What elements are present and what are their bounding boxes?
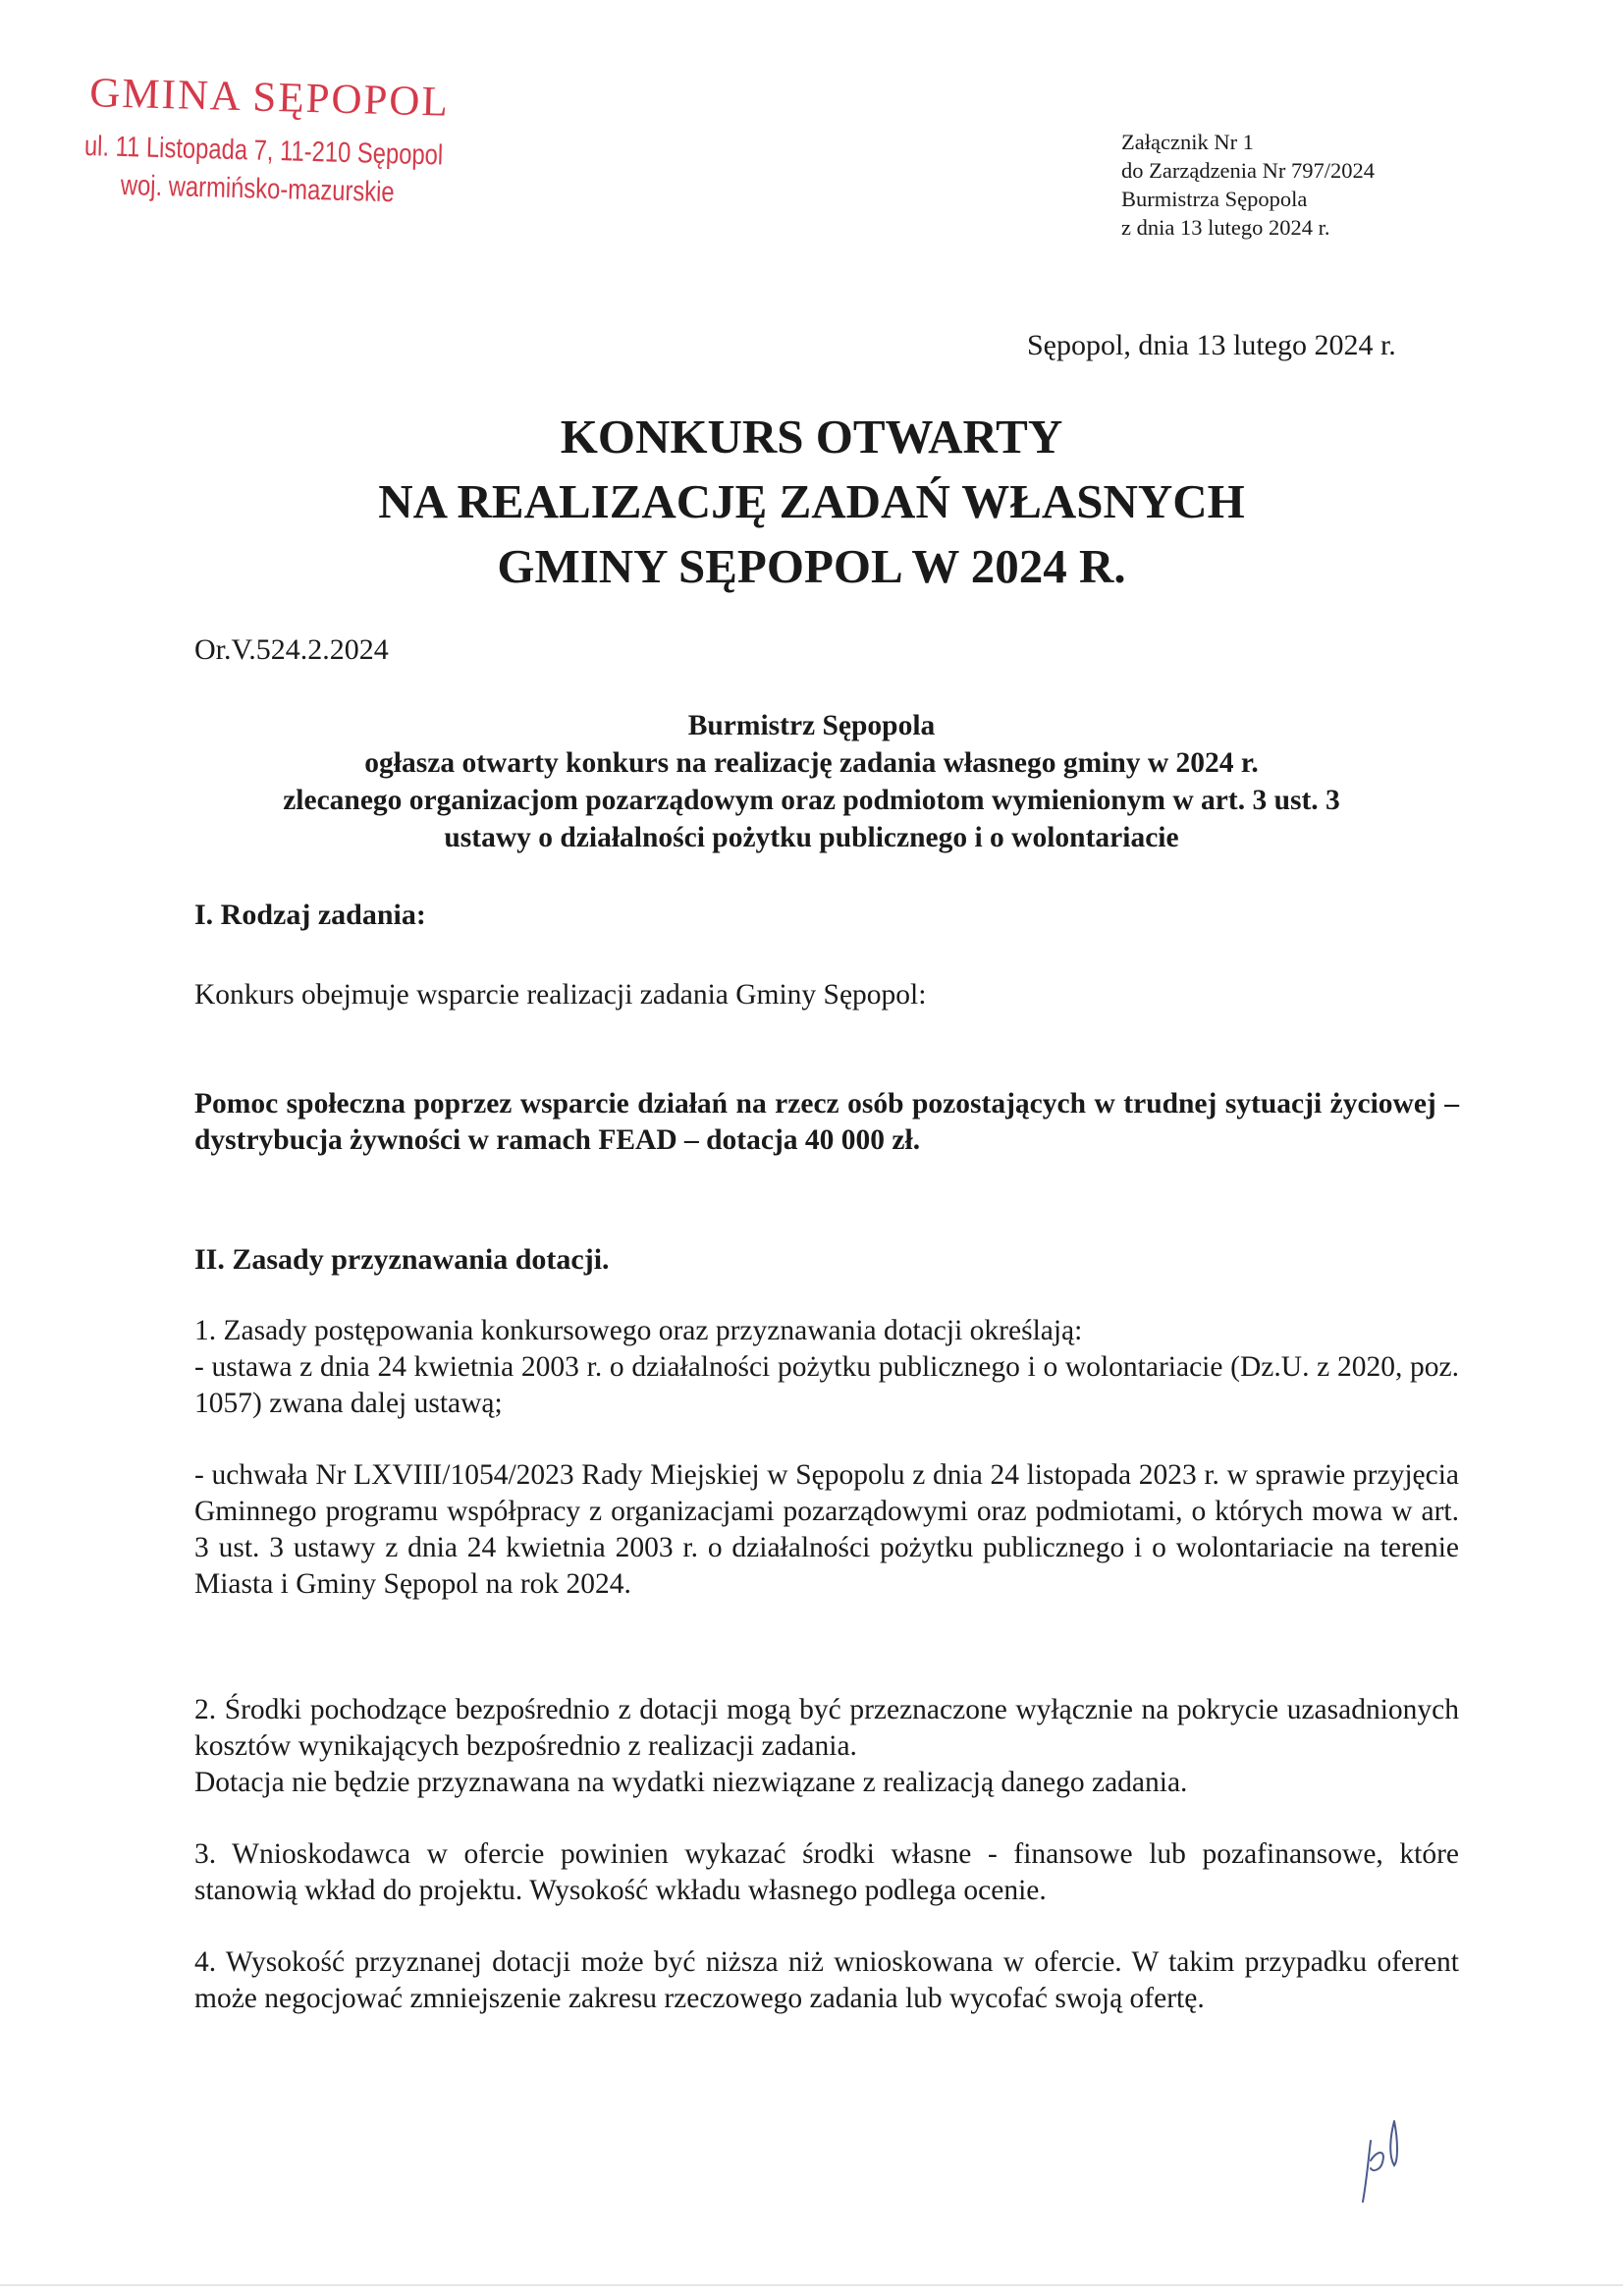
section-2-heading: II. Zasady przyznawania dotacji. [194,1243,610,1276]
annex-line-2: do Zarządzenia Nr 797/2024 [1121,158,1376,183]
announcement-line-1: Burmistrz Sępopola [687,710,936,741]
stamp-region: woj. warmińsko-mazurskie [120,169,396,209]
annex-line-4: z dnia 13 lutego 2024 r. [1121,215,1330,240]
announcement-line-2: ogłasza otwarty konkurs na realizację zadania własnego gminy w 2024 r. [364,747,1259,779]
section-2-point-3: 3. Wnioskodawca w ofercie powinien wykazać środki własne - finansowe lub pozafinansowe, które stanowią wkład do projektu. Wysokość wkładu własnego podlega ocenie. [194,1838,1459,1906]
section-2-point-2: 2. Środki pochodzące bezpośrednio z dotacji mogą być przeznaczone wyłącznie na pokrycie uzasadnionych kosztów wynikających bezpośrednio z realizacji zadania. [194,1694,1459,1762]
announcement-line-3: zlecanego organizacjom pozarządowym oraz podmiotom wymienionym w art. 3 ust. 3 [283,785,1340,816]
stamp-name: GMINA SĘPOPOL [88,70,451,126]
page-bottom-edge [0,2284,1623,2286]
section-1-intro: Konkurs obejmuje wsparcie realizacji zadania Gminy Sępopol: [194,979,927,1011]
place-date: Sępopol, dnia 13 lutego 2024 r. [1027,329,1396,361]
section-2-point-1-law: - ustawa z dnia 24 kwietnia 2003 r. o działalności pożytku publicznego i o wolontariacie (Dz.U. z 2020, poz. 1057) zwana dalej ustawą; [194,1351,1459,1419]
title-line-3: GMINY SĘPOPOL W 2024 R. [497,539,1126,593]
title-line-1: KONKURS OTWARTY [560,410,1063,464]
section-2-point-1: 1. Zasady postępowania konkursowego oraz przyznawania dotacji określają: [194,1315,1083,1346]
annex-line-1: Załącznik Nr 1 [1121,130,1254,154]
stamp-address: ul. 11 Listopada 7, 11-210 Sępopol [83,130,444,172]
title-line-2: NA REALIZACJĘ ZADAŃ WŁASNYCH [378,474,1245,528]
reference-number: Or.V.524.2.2024 [194,633,389,666]
section-1-heading: I. Rodzaj zadania: [194,899,426,931]
announcement [147,707,1476,856]
section-2-point-1-resolution: - uchwała Nr LXVIII/1054/2023 Rady Miejskiej w Sępopolu z dnia 24 listopada 2023 r. w sprawie przyjęcia Gminnego programu współpracy z organizacjami pozarządowymi oraz podmiotami, o których mowa w art. 3 ust. 3 ustawy z dnia 24 kwietnia 2003 r. o działalności pożytku publicznego i o wolontariacie na terenie Miasta i Gminy Sępopol na rok 2024. [194,1459,1459,1600]
section-1-task: Pomoc społeczna poprzez wsparcie działań na rzecz osób pozostających w trudnej sytuacji życiowej – dystrybucja żywności w ramach FEAD – dotacja 40 000 zł. [194,1088,1459,1156]
annex-note [1121,128,1375,242]
section-2-point-2-note: Dotacja nie będzie przyznawana na wydatki niezwiązane z realizacją danego zadania. [194,1767,1188,1798]
document-title [0,405,1623,599]
announcement-line-4: ustawy o działalności pożytku publicznego i o wolontariacie [444,822,1179,853]
annex-line-3: Burmistrza Sępopola [1121,187,1308,211]
section-2-point-4: 4. Wysokość przyznanej dotacji może być niższa niż wnioskowana w ofercie. W takim przypadku oferent może negocjować zmniejszenie zakresu rzeczowego zadania lub wycofać swoją ofertę. [194,1946,1459,2014]
municipality-stamp [82,69,523,213]
signature-initials [1355,2111,1414,2214]
